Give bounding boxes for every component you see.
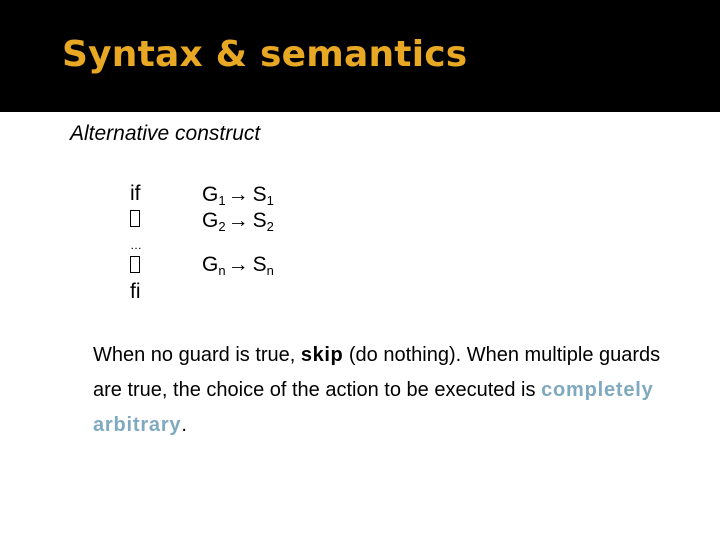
paragraph-text: (do nothing). When multiple guards are true, the choice of the action to be executed is xyxy=(93,344,661,401)
paragraph-text: . xyxy=(181,414,187,436)
statement-symbol: S xyxy=(252,209,267,232)
title-bar xyxy=(0,0,720,112)
guard-line-1 xyxy=(202,183,274,208)
skip-keyword: skip xyxy=(300,344,344,366)
guard-separator-box-icon xyxy=(130,210,140,227)
arrow-right-icon: → xyxy=(227,253,249,276)
statement-symbol: S xyxy=(252,183,267,206)
explanation-paragraph xyxy=(93,338,673,443)
guard-line-2 xyxy=(202,209,274,234)
paragraph-text: When no guard is true, xyxy=(93,344,301,366)
guard-subscript: n xyxy=(218,263,226,278)
guard-separator-box-icon xyxy=(130,256,140,273)
statement-subscript: 1 xyxy=(266,193,274,208)
statement-subscript: 2 xyxy=(266,219,274,234)
guard-line-n xyxy=(202,253,274,278)
if-keyword: if xyxy=(130,182,141,205)
statement-subscript: n xyxy=(266,263,274,278)
fi-keyword: fi xyxy=(130,280,141,303)
statement-symbol: S xyxy=(252,253,267,276)
guard-symbol: G xyxy=(202,183,219,206)
arrow-right-icon: → xyxy=(227,209,249,232)
guard-symbol: G xyxy=(202,209,219,232)
slide-subtitle: Alternative construct xyxy=(70,122,261,145)
highlighted-phrase: completely arbitrary xyxy=(93,379,654,436)
guard-subscript: 2 xyxy=(218,219,226,234)
ellipsis: … xyxy=(130,238,143,252)
guard-symbol: G xyxy=(202,253,219,276)
arrow-right-icon: → xyxy=(227,183,249,206)
slide-title: Syntax & semantics xyxy=(62,34,468,75)
guard-subscript: 1 xyxy=(218,193,226,208)
